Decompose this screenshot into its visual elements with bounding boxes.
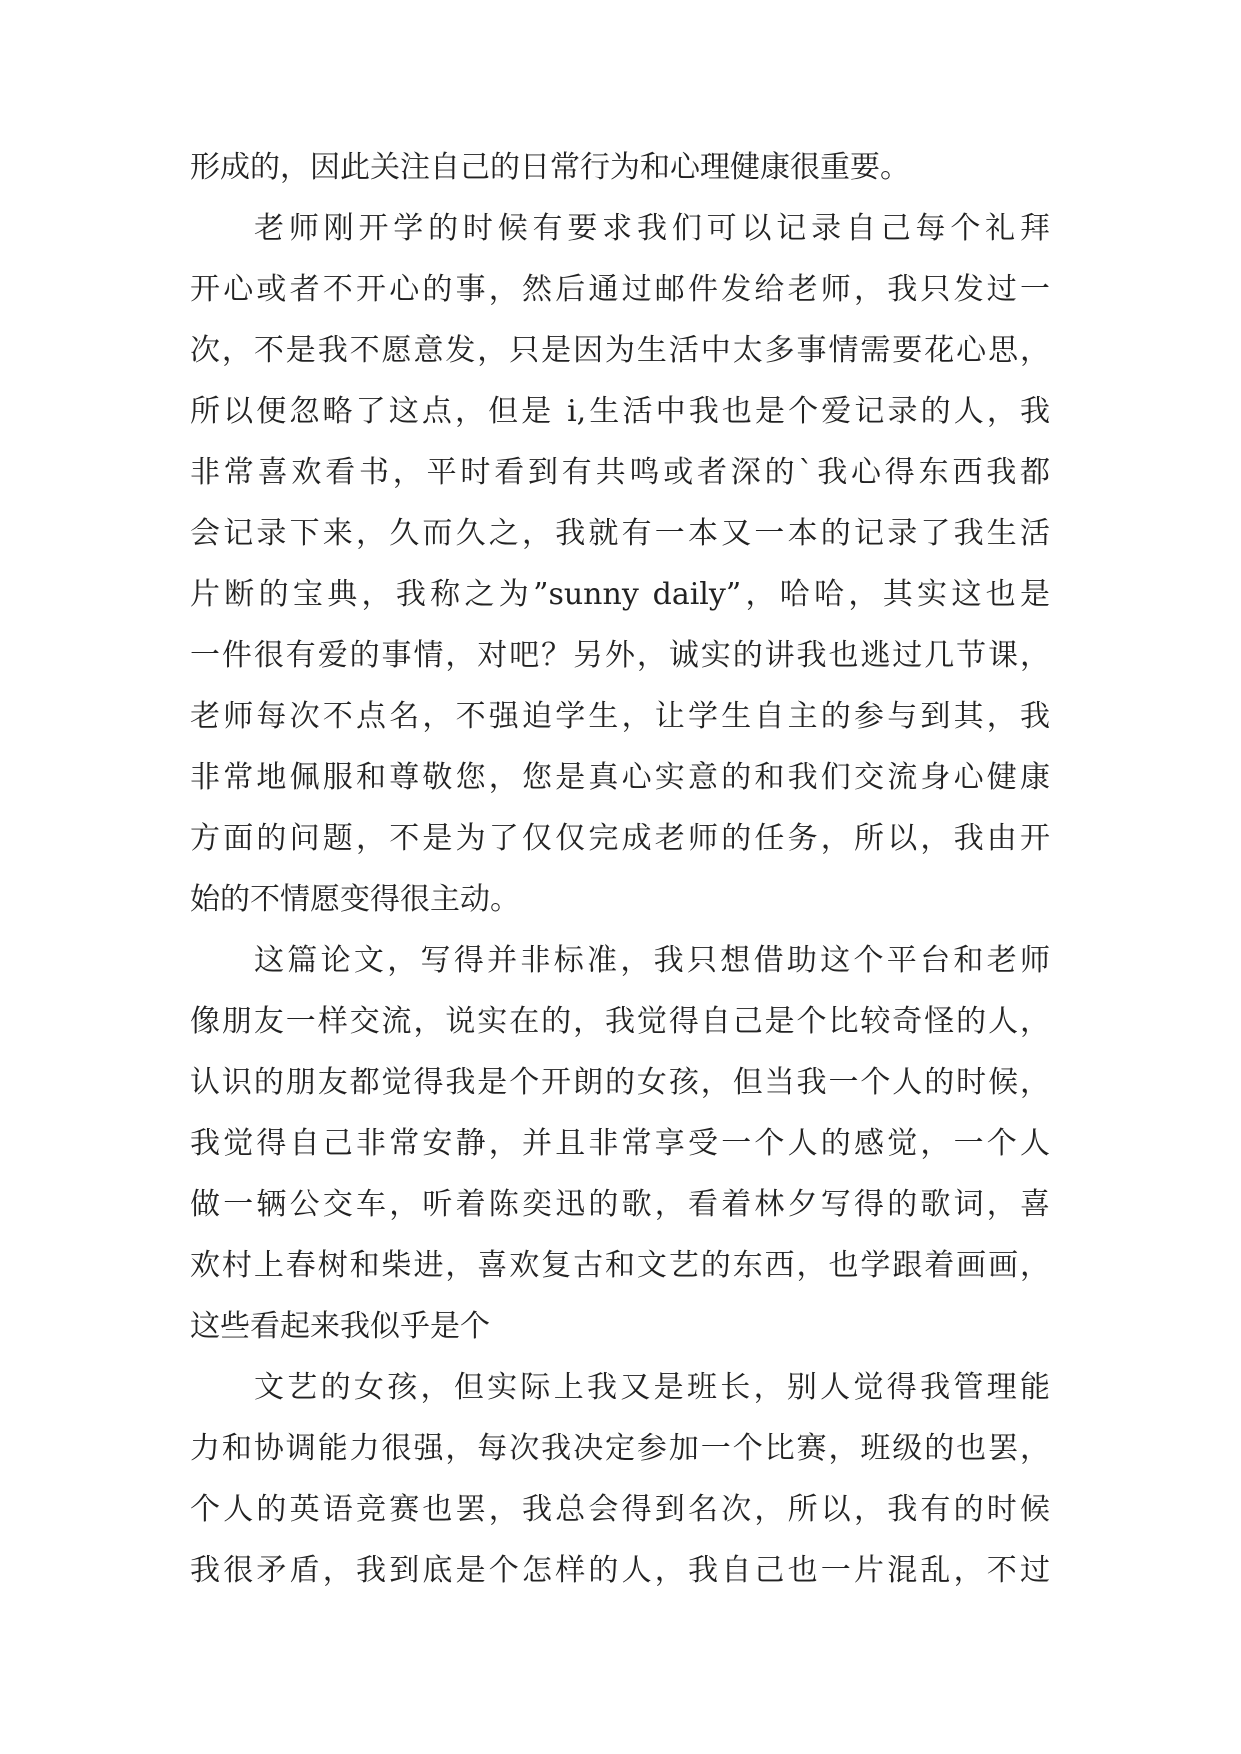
text-line: 片断的宝典，我称之为”sunny daily”，哈哈，其实这也是 [190,577,1050,612]
paragraph-first-line: 老师刚开学的时候有要求我们可以记录自己每个礼拜 [254,211,1050,246]
text-line: 我很矛盾，我到底是个怎样的人，我自己也一片混乱，不过 [190,1553,1050,1588]
text-line: 次，不是我不愿意发，只是因为生活中太多事情需要花心思， [190,333,1050,368]
text-line: 非常地佩服和尊敬您，您是真心实意的和我们交流身心健康 [190,760,1050,795]
text-line: 一件很有爱的事情，对吧？另外，诚实的讲我也逃过几节课， [190,638,1050,673]
text-line: 我觉得自己非常安静，并且非常享受一个人的感觉，一个人 [190,1126,1050,1161]
text-line: 形成的，因此关注自己的日常行为和心理健康很重要。 [190,150,910,185]
text-line: 力和协调能力很强，每次我决定参加一个比赛，班级的也罢， [190,1431,1050,1466]
text-line: 像朋友一样交流，说实在的，我觉得自己是个比较奇怪的人， [190,1004,1050,1039]
text-line: 老师每次不点名，不强迫学生，让学生自主的参与到其，我 [190,699,1050,734]
text-line: 这些看起来我似乎是个 [190,1309,490,1344]
text-line: 会记录下来，久而久之，我就有一本又一本的记录了我生活 [190,516,1050,551]
paragraph-first-line: 文艺的女孩，但实际上我又是班长，别人觉得我管理能 [254,1370,1050,1405]
text-line: 始的不情愿变得很主动。 [190,882,520,917]
paragraph-first-line: 这篇论文，写得并非标准，我只想借助这个平台和老师 [254,943,1050,978]
text-line: 欢村上春树和柴进，喜欢复古和文艺的东西，也学跟着画画， [190,1248,1050,1283]
text-line: 个人的英语竞赛也罢，我总会得到名次，所以，我有的时候 [190,1492,1050,1527]
text-line: 认识的朋友都觉得我是个开朗的女孩，但当我一个人的时候， [190,1065,1050,1100]
text-line: 开心或者不开心的事，然后通过邮件发给老师，我只发过一 [190,272,1050,307]
text-line: 方面的问题，不是为了仅仅完成老师的任务，所以，我由开 [190,821,1050,856]
text-line: 做一辆公交车，听着陈奕迅的歌，看着林夕写得的歌词，喜 [190,1187,1050,1222]
text-line: 所以便忽略了这点，但是 i,生活中我也是个爱记录的人，我 [190,394,1050,429]
text-line: 非常喜欢看书，平时看到有共鸣或者深的`我心得东西我都 [190,455,1050,490]
